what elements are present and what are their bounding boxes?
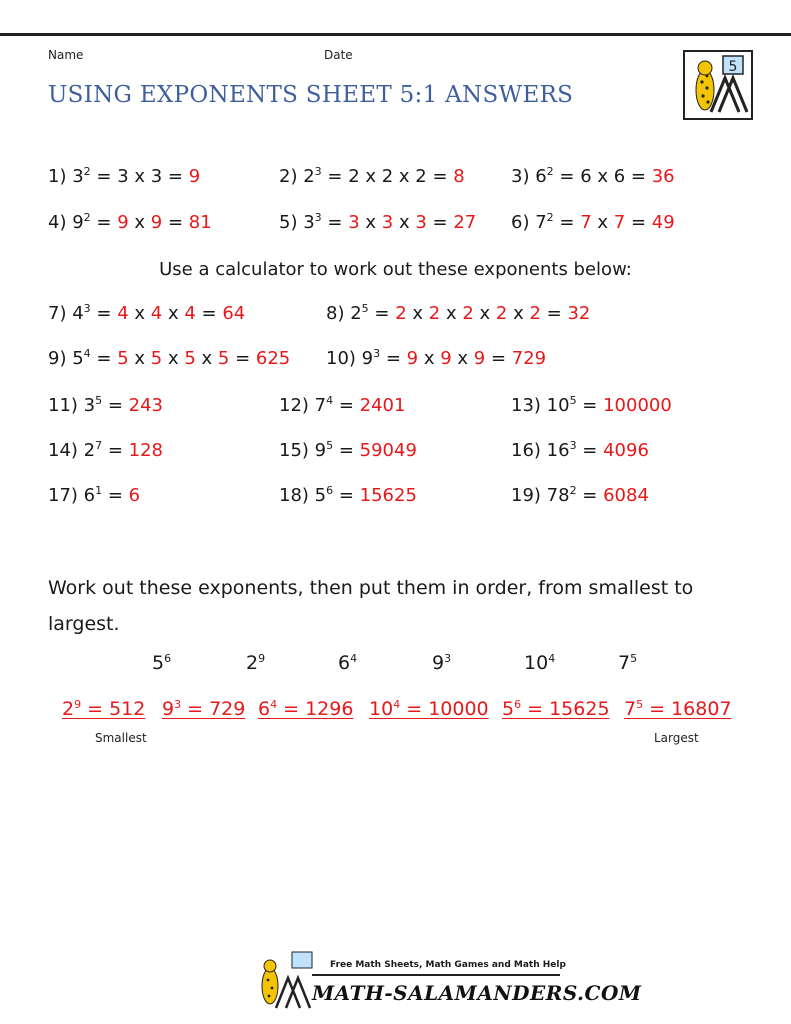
answer: 4096 xyxy=(603,440,649,461)
exponent: 9 xyxy=(258,652,266,665)
problem-12: 12) $7^4 = 2401$ xyxy=(279,394,406,416)
date-label: Date xyxy=(324,48,353,62)
answer: 128 xyxy=(128,440,164,461)
exponent: 3 xyxy=(373,347,381,360)
problem-number: 9) xyxy=(48,348,67,369)
base: 9 xyxy=(432,652,445,674)
exponent: 1 xyxy=(95,484,103,497)
problem-number: 16) xyxy=(511,440,541,461)
ordered-answer: $7^5 = 16807$ xyxy=(624,698,732,720)
base: 6 xyxy=(83,485,96,506)
footer-rule xyxy=(312,974,560,976)
problem-number: 6) xyxy=(511,212,530,233)
exponent: 5 xyxy=(636,698,644,711)
exponent: 4 xyxy=(548,652,556,665)
value: 15625 xyxy=(549,698,610,720)
base: 4 xyxy=(72,303,84,324)
factor: 5 xyxy=(150,348,163,369)
base: 10 xyxy=(546,395,570,416)
base: 2 xyxy=(83,440,96,461)
answer: 243 xyxy=(128,395,164,416)
problem-number: 10) xyxy=(326,348,356,369)
exponent-item xyxy=(524,652,555,674)
exponent: 2 xyxy=(83,165,91,178)
name-label: Name xyxy=(48,48,84,62)
factor: 2 xyxy=(462,303,474,324)
base: 2 xyxy=(350,303,362,324)
order-instruction: Work out these exponents, then put them in order, from smallest to largest. xyxy=(48,577,694,635)
base: 3 xyxy=(83,395,96,416)
base: 9 xyxy=(162,698,175,720)
ordered-answer: $10^4 = 10000$ xyxy=(369,698,489,720)
exponent: 6 xyxy=(514,698,522,711)
base: 9 xyxy=(361,348,374,369)
problem-10: 10) $9^3 = 9$ x 9 x 9 = 729 xyxy=(326,347,547,369)
problem-number: 13) xyxy=(511,395,541,416)
answer: 64 xyxy=(222,303,246,324)
exponent: 9 xyxy=(74,698,82,711)
problem-1 xyxy=(48,166,200,187)
problem-4: 4) $9^2 = 9$ x 9 = 81 xyxy=(48,211,212,233)
problem-11: 11) $3^5 = 243$ xyxy=(48,394,164,416)
answer: 100000 xyxy=(603,395,672,416)
logo-number: 5 xyxy=(728,59,738,75)
exponent: 5 xyxy=(569,394,577,407)
problem-number: 19) xyxy=(511,485,541,506)
base: 2 xyxy=(246,652,259,674)
factor: 2 xyxy=(529,303,541,324)
base: 6 xyxy=(258,698,271,720)
exponent: 2 xyxy=(569,484,577,497)
answer: 9 xyxy=(188,166,201,187)
problem-6: 6) $7^2 = 7$ x 7 = 49 xyxy=(511,211,675,233)
answer: 2401 xyxy=(359,395,406,416)
exponent: 3 xyxy=(83,302,91,315)
base: 9 xyxy=(314,440,327,461)
base: 5 xyxy=(502,698,515,720)
exponent: 4 xyxy=(83,347,91,360)
factor: 3 xyxy=(348,212,360,233)
problem-15: 15) $9^5 = 59049$ xyxy=(279,439,417,461)
exponent: 7 xyxy=(95,439,103,452)
value: 729 xyxy=(209,698,246,720)
value: 512 xyxy=(109,698,146,720)
problem-9: 9) $5^4 = 5$ x 5 x 5 x 5 = 625 xyxy=(48,347,291,369)
ordered-answer: $2^9 = 512$ xyxy=(62,698,146,720)
factor: 4 xyxy=(150,303,163,324)
problem-number: 12) xyxy=(279,395,309,416)
factor: 2 xyxy=(428,303,441,324)
ordered-answer: $5^6 = 15625$ xyxy=(502,698,610,720)
problem-number: 17) xyxy=(48,485,78,506)
exponent: 5 xyxy=(95,394,103,407)
exponent-item xyxy=(618,652,637,674)
problem-18: 18) $5^6 = 15625$ xyxy=(279,484,417,506)
exponent: 3 xyxy=(444,652,452,665)
answer: 32 xyxy=(567,303,591,324)
ordered-answer: $9^3 = 729$ xyxy=(162,698,246,720)
problem-5: 5) $3^3 = 3$ x 3 x 3 = 27 xyxy=(279,211,477,233)
problem-number: 4) xyxy=(48,212,67,233)
exponent: 3 xyxy=(174,698,182,711)
answer: 59049 xyxy=(359,440,417,461)
exponent: 5 xyxy=(326,439,334,452)
problem-17: 17) $6^1 = 6$ xyxy=(48,484,141,506)
expansion: = 2 x 2 x 2 = xyxy=(321,166,454,187)
answer: 625 xyxy=(255,348,291,369)
value: 1296 xyxy=(305,698,354,720)
problem-number: 3) xyxy=(511,166,530,187)
exponent: 6 xyxy=(164,652,172,665)
base: 16 xyxy=(546,440,570,461)
ordered-answer: $6^4 = 1296$ xyxy=(258,698,354,720)
base: 2 xyxy=(62,698,75,720)
answer: 36 xyxy=(651,166,675,187)
base: 3 xyxy=(303,212,315,233)
exponent: 2 xyxy=(546,165,554,178)
problem-2 xyxy=(279,166,465,187)
exponent: 6 xyxy=(326,484,334,497)
exponent: 5 xyxy=(361,302,369,315)
exponent: 4 xyxy=(350,652,358,665)
factor: 7 xyxy=(580,212,592,233)
expansion: = 3 x 3 = xyxy=(90,166,189,187)
base: 7 xyxy=(314,395,327,416)
base: 5 xyxy=(72,348,84,369)
top-rule xyxy=(0,33,791,36)
problem-7: 7) $4^3 = 4$ x 4 x 4 = 64 xyxy=(48,302,246,324)
problem-number: 14) xyxy=(48,440,78,461)
problem-16: 16) $16^3 = 4096$ xyxy=(511,439,649,461)
base: 7 xyxy=(624,698,637,720)
factor: 7 xyxy=(613,212,626,233)
exponent: 4 xyxy=(270,698,278,711)
exponent: 2 xyxy=(83,211,91,224)
factor: 9 xyxy=(150,212,163,233)
smallest-label: Smallest xyxy=(95,731,147,745)
problem-number: 1) xyxy=(48,166,67,187)
base: 10 xyxy=(524,652,549,674)
base: 5 xyxy=(152,652,165,674)
calc-instruction: Use a calculator to work out these exponents below: xyxy=(159,259,632,280)
factor: 2 xyxy=(495,303,508,324)
exponent: 4 xyxy=(393,698,401,711)
expansion: = 6 x 6 = xyxy=(553,166,652,187)
base: 7 xyxy=(618,652,631,674)
factor: 9 xyxy=(406,348,419,369)
problem-14: 14) $2^7 = 128$ xyxy=(48,439,164,461)
exponent: 3 xyxy=(314,165,322,178)
problem-number: 2) xyxy=(279,166,298,187)
base: 2 xyxy=(303,166,315,187)
exponent: 3 xyxy=(569,439,577,452)
exponent-item xyxy=(432,652,451,674)
problem-19: 19) $78^2 = 6084$ xyxy=(511,484,649,506)
factor: 5 xyxy=(184,348,196,369)
factor: 5 xyxy=(117,348,129,369)
answer: 27 xyxy=(453,212,477,233)
value: 16807 xyxy=(671,698,732,720)
problem-number: 8) xyxy=(326,303,345,324)
exponent-item xyxy=(152,652,171,674)
problem-number: 15) xyxy=(279,440,309,461)
footer-brand: MATH-SALAMANDERS.COM xyxy=(312,981,642,1005)
factor: 9 xyxy=(473,348,486,369)
problem-number: 18) xyxy=(279,485,309,506)
answer: 15625 xyxy=(359,485,417,506)
problem-8: 8) $2^5 = 2$ x 2 x 2 x 2 x 2 = 32 xyxy=(326,302,591,324)
base: 7 xyxy=(535,212,547,233)
answer: 81 xyxy=(188,212,212,233)
exponent-item xyxy=(246,652,265,674)
value: 10000 xyxy=(428,698,489,720)
base: 3 xyxy=(72,166,84,187)
exponent: 4 xyxy=(326,394,334,407)
answer: 8 xyxy=(453,166,465,187)
problem-3 xyxy=(511,166,675,187)
problem-number: 7) xyxy=(48,303,67,324)
base: 6 xyxy=(338,652,351,674)
base: 6 xyxy=(535,166,547,187)
exponent: 3 xyxy=(314,211,322,224)
answer: 729 xyxy=(511,348,547,369)
base: 9 xyxy=(72,212,84,233)
page-title: USING EXPONENTS SHEET 5:1 ANSWERS xyxy=(48,82,574,108)
base: 10 xyxy=(369,698,394,720)
answer: 6084 xyxy=(603,485,649,506)
answer: 49 xyxy=(651,212,675,233)
base: 78 xyxy=(546,485,570,506)
exponent: 5 xyxy=(630,652,638,665)
factor: 3 xyxy=(415,212,427,233)
factor: 2 xyxy=(395,303,407,324)
factor: 4 xyxy=(184,303,196,324)
problem-number: 11) xyxy=(48,395,78,416)
largest-label: Largest xyxy=(654,731,699,745)
exponent: 2 xyxy=(546,211,554,224)
problem-number: 5) xyxy=(279,212,298,233)
problem-13: 13) $10^5 = 100000$ xyxy=(511,394,672,416)
factor: 4 xyxy=(117,303,129,324)
answer: 6 xyxy=(128,485,141,506)
footer-tagline: Free Math Sheets, Math Games and Math Help xyxy=(330,960,566,970)
salamander-logo xyxy=(683,50,753,120)
factor: 9 xyxy=(117,212,129,233)
exponent-item xyxy=(338,652,357,674)
factor: 5 xyxy=(217,348,230,369)
factor: 9 xyxy=(440,348,452,369)
base: 5 xyxy=(314,485,327,506)
factor: 3 xyxy=(381,212,394,233)
